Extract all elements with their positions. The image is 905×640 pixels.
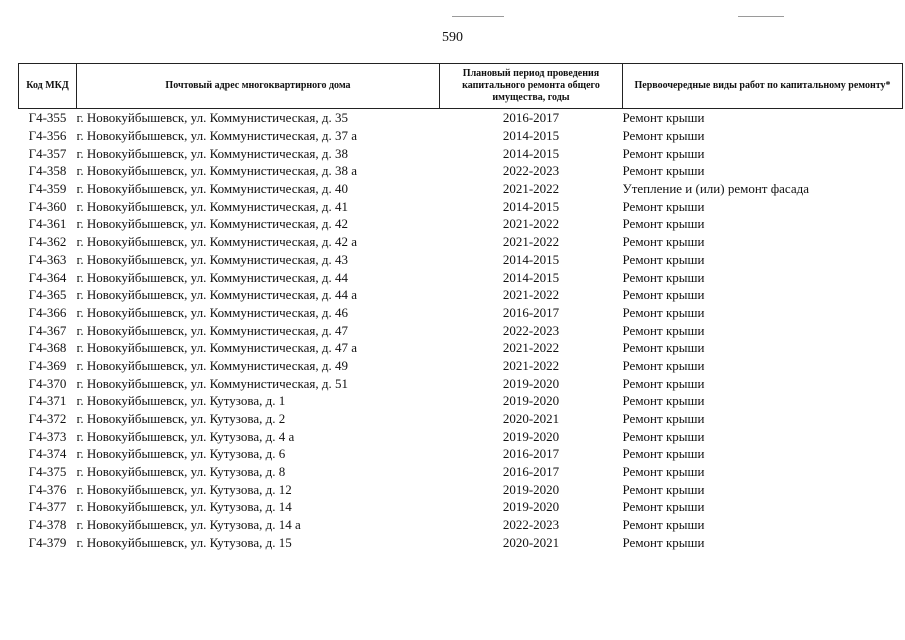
- works-cell: Ремонт крыши: [622, 163, 705, 179]
- table-row: [19, 427, 903, 445]
- table-row: [19, 339, 903, 357]
- period-cell: 2021-2022: [502, 181, 560, 197]
- works-cell: Ремонт крыши: [622, 499, 705, 515]
- code-cell: Г4-375: [28, 464, 67, 480]
- table-header: [19, 64, 903, 109]
- table-row: [19, 251, 903, 269]
- code-cell: Г4-371: [28, 393, 67, 409]
- table-body: [19, 109, 903, 552]
- code-cell: Г4-356: [28, 128, 67, 144]
- code-cell: Г4-373: [28, 428, 67, 444]
- table-row: [19, 392, 903, 410]
- code-cell: Г4-372: [28, 411, 67, 427]
- works-cell: Ремонт крыши: [622, 446, 705, 462]
- code-cell: Г4-367: [28, 322, 67, 338]
- table-row: [19, 286, 903, 304]
- table-row: [19, 197, 903, 215]
- period-cell: 2021-2022: [502, 340, 560, 356]
- period-cell: 2021-2022: [502, 287, 560, 303]
- address-cell: г. Новокуйбышевск, ул. Коммунистическая, д. 37 а: [76, 128, 358, 144]
- works-cell: Ремонт крыши: [622, 269, 705, 285]
- code-cell: Г4-366: [28, 304, 67, 320]
- code-cell: Г4-355: [28, 110, 67, 126]
- code-cell: Г4-365: [28, 287, 67, 303]
- address-cell: г. Новокуйбышевск, ул. Кутузова, д. 12: [76, 481, 292, 497]
- table-row: [19, 304, 903, 322]
- works-cell: Ремонт крыши: [622, 393, 705, 409]
- code-cell: Г4-379: [28, 534, 67, 550]
- table-row: [19, 357, 903, 375]
- works-cell: Ремонт крыши: [622, 128, 705, 144]
- table-row: [19, 144, 903, 162]
- works-cell: Ремонт крыши: [622, 411, 705, 427]
- period-cell: 2014-2015: [502, 128, 560, 144]
- table-row: [19, 516, 903, 534]
- works-cell: Ремонт крыши: [622, 534, 705, 550]
- works-cell: Утепление и (или) ремонт фасада: [622, 181, 809, 197]
- code-cell: Г4-374: [28, 446, 67, 462]
- code-cell: Г4-360: [28, 198, 67, 214]
- period-cell: 2022-2023: [502, 163, 560, 179]
- period-cell: 2021-2022: [502, 216, 560, 232]
- code-cell: Г4-363: [28, 251, 67, 267]
- period-cell: 2019-2020: [502, 375, 560, 391]
- code-cell: Г4-358: [28, 163, 67, 179]
- period-cell: 2022-2023: [502, 322, 560, 338]
- page-number: 590: [442, 30, 463, 45]
- column-header-period: Плановый период проведения капитального ремонта общего имущества, годы: [440, 64, 623, 109]
- works-cell: Ремонт крыши: [622, 287, 705, 303]
- works-cell: Ремонт крыши: [622, 464, 705, 480]
- works-cell: Ремонт крыши: [622, 517, 705, 533]
- period-cell: 2016-2017: [502, 464, 560, 480]
- works-cell: Ремонт крыши: [622, 145, 705, 161]
- code-cell: Г4-376: [28, 481, 67, 497]
- period-cell: 2014-2015: [502, 145, 560, 161]
- works-cell: Ремонт крыши: [622, 322, 705, 338]
- address-cell: г. Новокуйбышевск, ул. Коммунистическая, д. 38 а: [76, 163, 358, 179]
- column-header-code: Код МКД: [19, 64, 77, 109]
- code-cell: Г4-359: [28, 181, 67, 197]
- code-cell: Г4-369: [28, 357, 67, 373]
- address-cell: г. Новокуйбышевск, ул. Кутузова, д. 1: [76, 393, 286, 409]
- period-cell: 2014-2015: [502, 198, 560, 214]
- address-cell: г. Новокуйбышевск, ул. Коммунистическая, д. 42 а: [76, 234, 358, 250]
- column-header-address: Почтовый адрес многоквартирного дома: [77, 64, 440, 109]
- period-cell: 2016-2017: [502, 304, 560, 320]
- table-row: [19, 410, 903, 428]
- housing-registry-table: [18, 63, 903, 551]
- period-cell: 2014-2015: [502, 251, 560, 267]
- scan-mark-right: [738, 16, 784, 17]
- address-cell: г. Новокуйбышевск, ул. Коммунистическая, д. 43: [76, 251, 349, 267]
- code-cell: Г4-377: [28, 499, 67, 515]
- works-cell: Ремонт крыши: [622, 428, 705, 444]
- code-cell: Г4-378: [28, 517, 67, 533]
- table-row: [19, 534, 903, 552]
- code-cell: Г4-364: [28, 269, 67, 285]
- address-cell: г. Новокуйбышевск, ул. Коммунистическая, д. 38: [76, 145, 349, 161]
- table-row: [19, 480, 903, 498]
- table-row: [19, 215, 903, 233]
- table-row: [19, 321, 903, 339]
- period-cell: 2019-2020: [502, 428, 560, 444]
- address-cell: г. Новокуйбышевск, ул. Коммунистическая, д. 44 а: [76, 287, 358, 303]
- works-cell: Ремонт крыши: [622, 304, 705, 320]
- address-cell: г. Новокуйбышевск, ул. Коммунистическая, д. 51: [76, 375, 349, 391]
- table-row: [19, 162, 903, 180]
- period-cell: 2016-2017: [502, 446, 560, 462]
- code-cell: Г4-368: [28, 340, 67, 356]
- works-cell: Ремонт крыши: [622, 340, 705, 356]
- table-row: [19, 180, 903, 198]
- period-cell: 2019-2020: [502, 499, 560, 515]
- address-cell: г. Новокуйбышевск, ул. Кутузова, д. 14: [76, 499, 292, 515]
- period-cell: 2022-2023: [502, 517, 560, 533]
- period-cell: 2019-2020: [502, 393, 560, 409]
- address-cell: г. Новокуйбышевск, ул. Кутузова, д. 2: [76, 411, 286, 427]
- address-cell: г. Новокуйбышевск, ул. Коммунистическая, д. 49: [76, 357, 349, 373]
- column-header-works: Первоочередные виды работ по капитальному ремонту*: [623, 64, 903, 109]
- address-cell: г. Новокуйбышевск, ул. Кутузова, д. 8: [76, 464, 286, 480]
- works-cell: Ремонт крыши: [622, 375, 705, 391]
- address-cell: г. Новокуйбышевск, ул. Кутузова, д. 4 а: [76, 428, 295, 444]
- code-cell: Г4-370: [28, 375, 67, 391]
- table-row: [19, 463, 903, 481]
- address-cell: г. Новокуйбышевск, ул. Коммунистическая, д. 40: [76, 181, 349, 197]
- period-cell: 2014-2015: [502, 269, 560, 285]
- table-row: [19, 374, 903, 392]
- period-cell: 2020-2021: [502, 411, 560, 427]
- period-cell: 2020-2021: [502, 534, 560, 550]
- table-row: [19, 498, 903, 516]
- table-row: [19, 109, 903, 127]
- works-cell: Ремонт крыши: [622, 110, 705, 126]
- scan-mark-left: [452, 16, 504, 17]
- code-cell: Г4-362: [28, 234, 67, 250]
- table-row: [19, 233, 903, 251]
- address-cell: г. Новокуйбышевск, ул. Коммунистическая, д. 47: [76, 322, 349, 338]
- period-cell: 2016-2017: [502, 110, 560, 126]
- address-cell: г. Новокуйбышевск, ул. Кутузова, д. 6: [76, 446, 286, 462]
- works-cell: Ремонт крыши: [622, 198, 705, 214]
- works-cell: Ремонт крыши: [622, 357, 705, 373]
- works-cell: Ремонт крыши: [622, 251, 705, 267]
- address-cell: г. Новокуйбышевск, ул. Кутузова, д. 14 а: [76, 517, 301, 533]
- works-cell: Ремонт крыши: [622, 234, 705, 250]
- period-cell: 2021-2022: [502, 357, 560, 373]
- address-cell: г. Новокуйбышевск, ул. Коммунистическая, д. 47 а: [76, 340, 358, 356]
- works-cell: Ремонт крыши: [622, 481, 705, 497]
- address-cell: г. Новокуйбышевск, ул. Коммунистическая, д. 35: [76, 110, 349, 126]
- table-row: [19, 445, 903, 463]
- address-cell: г. Новокуйбышевск, ул. Коммунистическая, д. 44: [76, 269, 349, 285]
- table-row: [19, 127, 903, 145]
- code-cell: Г4-361: [28, 216, 67, 232]
- address-cell: г. Новокуйбышевск, ул. Коммунистическая, д. 41: [76, 198, 349, 214]
- table-row: [19, 268, 903, 286]
- address-cell: г. Новокуйбышевск, ул. Коммунистическая, д. 46: [76, 304, 349, 320]
- period-cell: 2021-2022: [502, 234, 560, 250]
- address-cell: г. Новокуйбышевск, ул. Кутузова, д. 15: [76, 534, 292, 550]
- address-cell: г. Новокуйбышевск, ул. Коммунистическая, д. 42: [76, 216, 349, 232]
- works-cell: Ремонт крыши: [622, 216, 705, 232]
- code-cell: Г4-357: [28, 145, 67, 161]
- period-cell: 2019-2020: [502, 481, 560, 497]
